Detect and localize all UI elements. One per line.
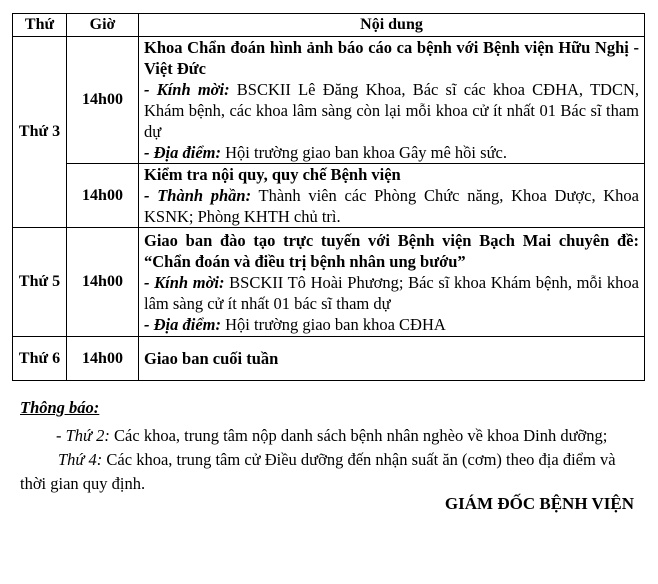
table-row [13,37,645,164]
header-content: Nội dung [139,14,645,37]
signature-title: GIÁM ĐỐC BỆNH VIỆN [444,494,634,513]
line-text: BSCKII Lê Đăng Khoa, Bác sĩ các khoa CĐHA, TDCN, Khám bệnh, các khoa lâm sàng còn lại mỗi khoa cử ít nhất 01 Bác sĩ tham dự [144,80,639,141]
content-cell [139,337,645,381]
time-cell: 14h00 [67,228,139,337]
event-title: Giao ban đào tạo trực tuyến với Bệnh viện Bạch Mai chuyên đề: “Chẩn đoán và điều trị bệnh nhân ung bướu” [144,230,639,271]
event-line [144,142,639,163]
line-text: Thành viên các Phòng Chức năng, Khoa Dược, Khoa KSNK; Phòng KHTH chủ trì. [144,186,639,226]
time-cell: 14h00 [67,164,139,228]
event-line [144,272,639,314]
notice-item [20,424,640,448]
notice-label: - Thứ 2: [56,426,110,445]
notice-label: Thứ 4: [58,450,103,469]
event-title: Khoa Chẩn đoán hình ảnh báo cáo ca bệnh với Bệnh viện Hữu Nghị - Việt Đức [144,38,639,78]
line-label: - Kính mời: [144,272,225,292]
header-day: Thứ [13,14,67,37]
line-label: - Thành phần: [144,186,252,205]
event-line [144,185,639,227]
line-text: Hội trường giao ban khoa Gây mê hồi sức. [220,143,507,162]
line-label: - Kính mời: [144,80,230,99]
notice-item [20,448,640,496]
line-text: BSCKII Tô Hoài Phương; Bác sĩ khoa Khám bệnh, mỗi khoa lâm sàng cử ít nhất 01 bác sĩ tham dự [144,272,639,313]
day-cell: Thứ 5 [13,228,67,337]
line-text: Hội trường giao ban khoa CĐHA [220,314,446,334]
content-cell [139,37,645,164]
notice-text: Các khoa, trung tâm cử Điều dưỡng đến nhận suất ăn (cơm) theo địa điểm và thời gian quy định. [20,450,616,493]
line-label: - Địa điểm: [144,314,221,334]
schedule-table [12,13,645,381]
event-line [144,314,639,335]
header-time: Giờ [67,14,139,37]
notices-section [20,396,640,496]
event-title: Giao ban cuối tuần [144,349,279,368]
day-cell: Thứ 3 [13,37,67,228]
notice-text: Các khoa, trung tâm nộp danh sách bệnh nhân nghèo về khoa Dinh dưỡng; [109,426,608,445]
notices-title: Thông báo: [20,398,100,417]
time-cell: 14h00 [67,337,139,381]
table-row [13,228,645,337]
day-cell: Thứ 6 [13,337,67,381]
time-cell: 14h00 [67,37,139,164]
table-header-row [13,14,645,37]
line-label: - Địa điểm: [144,143,221,162]
table-row [13,337,645,381]
event-title: Kiểm tra nội quy, quy chế Bệnh viện [144,165,401,184]
event-line [144,79,639,142]
content-cell [139,228,645,337]
table-row [13,164,645,228]
content-cell [139,164,645,228]
